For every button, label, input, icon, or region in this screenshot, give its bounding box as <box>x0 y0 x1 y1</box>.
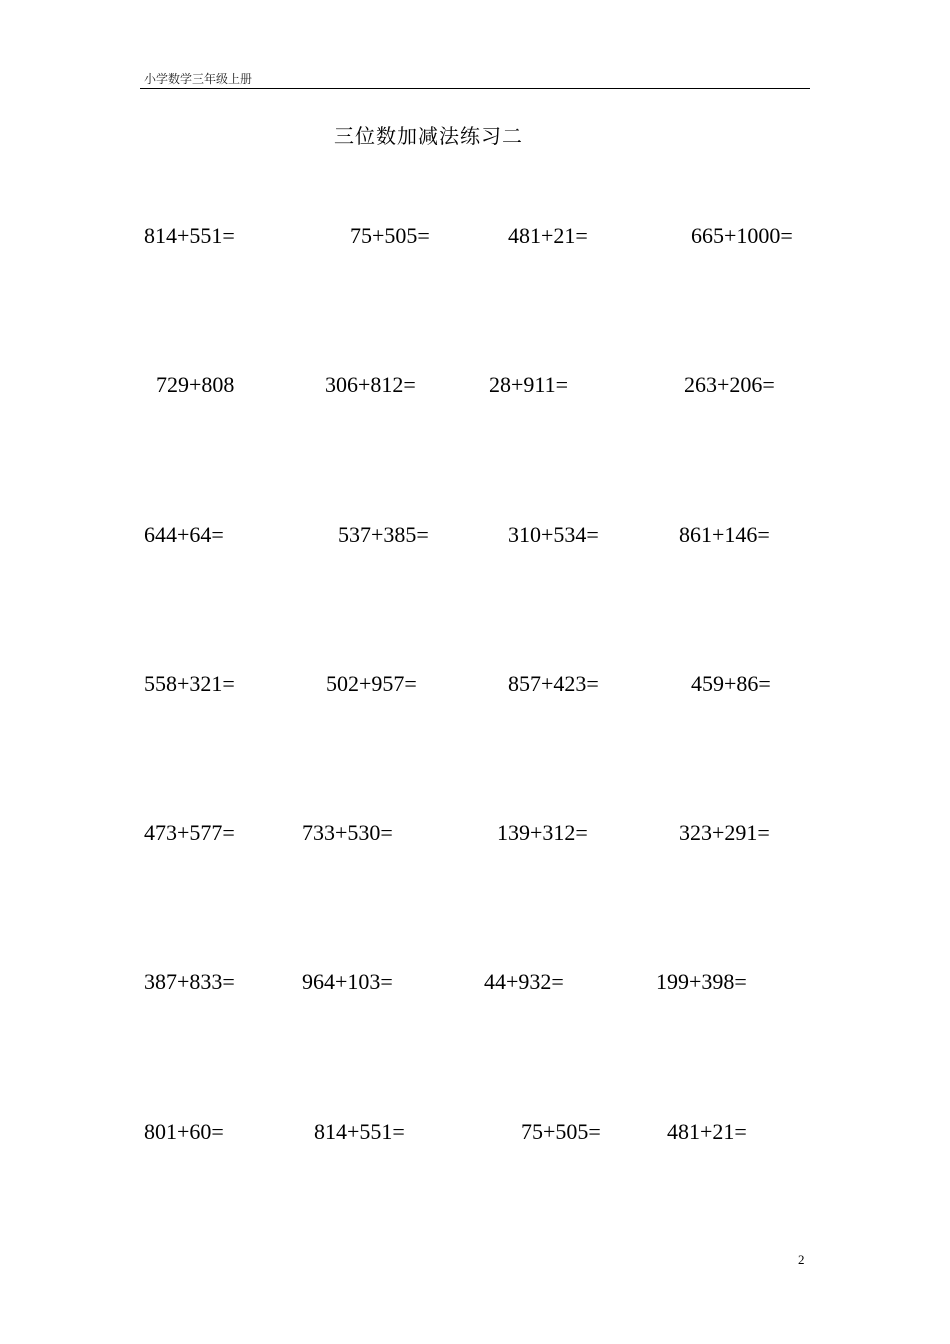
problem-r7-c3: 75+505= <box>521 1119 601 1144</box>
problem-r1-c3: 481+21= <box>508 223 588 248</box>
problem-r1-c1: 814+551= <box>144 223 235 248</box>
page-number: 2 <box>798 1252 805 1267</box>
problem-r3-c2: 537+385= <box>338 522 429 547</box>
problem-r3-c1: 644+64= <box>144 522 224 547</box>
header-label: 小学数学三年级上册 <box>144 72 253 86</box>
problem-r4-c1: 558+321= <box>144 671 235 696</box>
problem-r5-c4: 323+291= <box>679 820 770 845</box>
problem-r3-c4: 861+146= <box>679 522 770 547</box>
problem-r2-c2: 306+812= <box>325 372 416 397</box>
problem-r6-c3: 44+932= <box>484 969 564 994</box>
page-title: 三位数加减法练习二 <box>334 124 523 148</box>
problem-r3-c3: 310+534= <box>508 522 599 547</box>
problem-r7-c1: 801+60= <box>144 1119 224 1144</box>
problem-r2-c4: 263+206= <box>684 372 775 397</box>
problem-r6-c2: 964+103= <box>302 969 393 994</box>
problem-r7-c2: 814+551= <box>314 1119 405 1144</box>
problem-r6-c4: 199+398= <box>656 969 747 994</box>
problem-r2-c1: 729+808 <box>156 372 235 397</box>
problem-r2-c3: 28+911= <box>489 372 568 397</box>
problem-r4-c4: 459+86= <box>691 671 771 696</box>
problem-r1-c4: 665+1000= <box>691 223 793 248</box>
problem-r5-c2: 733+530= <box>302 820 393 845</box>
problem-r4-c3: 857+423= <box>508 671 599 696</box>
problem-r5-c3: 139+312= <box>497 820 588 845</box>
problem-r7-c4: 481+21= <box>667 1119 747 1144</box>
problem-r1-c2: 75+505= <box>350 223 430 248</box>
problem-r4-c2: 502+957= <box>326 671 417 696</box>
problem-r5-c1: 473+577= <box>144 820 235 845</box>
problem-r6-c1: 387+833= <box>144 969 235 994</box>
